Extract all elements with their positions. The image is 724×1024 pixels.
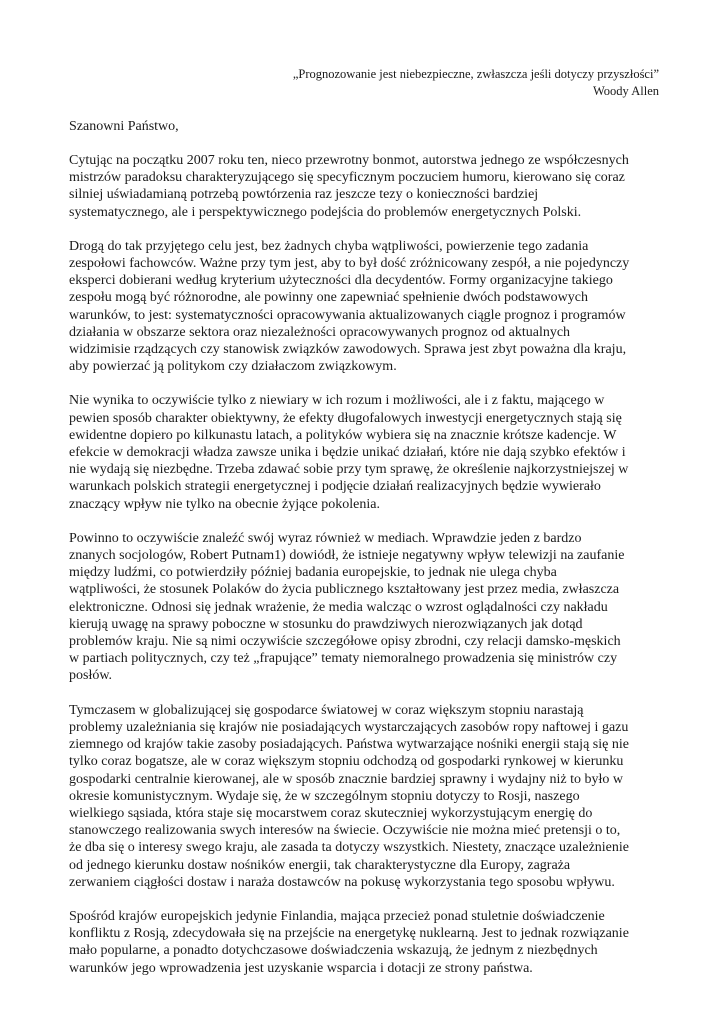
paragraph-line: Drogą do tak przyjętego celu jest, bez żadnych chyba wątpliwości, powierzenie tego zadania xyxy=(69,238,589,254)
paragraph-line: zerwaniem ciągłości dostaw i naraża dostawców na pokusę wykorzystania tego sposobu wpływu. xyxy=(69,874,615,890)
paragraph-line: posłów. xyxy=(69,668,113,684)
paragraph-line: Tymczasem w globalizującej się gospodarce światowej w coraz większym stopniu narastają xyxy=(69,702,584,718)
paragraph-line: warunków, to jest: systematyczności opracowywania aktualizowanych ciągle prognoz i programów xyxy=(69,307,626,323)
paragraph-line: problemów kraju. Nie są nimi oczywiście szczegółowe opisy zbrodni, czy relacji damsko-męskich xyxy=(69,634,621,650)
paragraph-line: ewidentne dopiero po kilkunastu latach, a polityków wybiera się na znacznie krótsze kadencje. W xyxy=(69,427,617,443)
paragraph xyxy=(69,392,659,512)
paragraph-line: wielkiego sąsiada, która staje się mocarstwem coraz skuteczniej wykorzystującym energię do xyxy=(69,805,593,821)
paragraph-line: zespołu mogą być różnorodne, ale powinny one zapewniać spełnienie dwóch podstawowych xyxy=(69,290,589,306)
paragraph-line: wątpliwości, że stosunek Polaków do życia publicznego kształtowany jest przez media, zwłaszcza xyxy=(69,582,620,598)
paragraph-line: Cytując na początku 2007 roku ten, nieco przewrotny bonmot, autorstwa jednego ze współczesnych xyxy=(69,153,629,168)
paragraph-line: widzimisie rządzących czy stanowisk związków zawodowych. Sprawa jest zbyt poważna dla kraju, xyxy=(69,342,627,358)
paragraph xyxy=(69,530,659,685)
paragraph-line: aby powierzać ją politykom czy działaczom związkowym. xyxy=(69,359,397,375)
epigraph-quote: „Prognozowanie jest niebezpieczne, zwłaszcza jeśli dotyczy przyszłości” xyxy=(292,67,659,81)
letter-body xyxy=(69,152,659,977)
paragraph-line: mistrzów paradoksu charakteryzującego się specyficznym poczuciem humoru, kierowano się coraz xyxy=(69,170,625,186)
paragraph-line: że dba się o interesy swego kraju, ale zasada ta dotyczy wszystkich. Niestety, znaczące uzależnienie xyxy=(69,840,629,856)
paragraph xyxy=(69,702,659,891)
paragraph-line: elektroniczne. Odnosi się jednak wrażenie, że media walcząc o wzrost oglądalności czy nakładu xyxy=(69,599,608,615)
paragraph-line: gospodarki centralnie kierowanej, ale w sposób znacznie bardziej sprawny i wydajny niż to było w xyxy=(69,771,623,787)
paragraph xyxy=(69,238,659,376)
salutation: Szanowni Państwo, xyxy=(69,119,179,134)
epigraph-author: Woody Allen xyxy=(592,84,659,98)
paragraph-line: kierują uwagę na sprawy poboczne w stosunku do prawdziwych nierozwiązanych jak dotąd xyxy=(69,616,583,632)
paragraph-line: działania w obszarze sektora oraz niezależności opracowywanych prognoz od aktualnych xyxy=(69,324,571,340)
epigraph xyxy=(69,66,659,100)
paragraph-line: Nie wynika to oczywiście tylko z niewiary w ich rozum i możliwości, ale i z faktu, mającego w xyxy=(69,393,605,409)
paragraph-line: w partiach politycznych, czy też „frapujące” tematy niemoralnego prowadzenia się ministrów czy xyxy=(69,651,618,667)
paragraph-line: systematycznego, ale i perspektywicznego podejścia do problemów energetycznych Polski. xyxy=(69,204,582,220)
paragraph-line: tylko coraz bogatsze, ale w coraz większym stopniu odchodzą od gospodarki rynkowej w kierunku xyxy=(69,754,624,770)
paragraph-line: konfliktu z Rosją, zdecydowała się na przejście na energetykę nuklearną. Jest to jednak rozwiązanie xyxy=(69,926,629,942)
paragraph-line: eksperci dobierani według kryterium użyteczności dla decydentów. Formy organizacyjne takiego xyxy=(69,273,613,289)
paragraph-line: ziemnego od krajów takie zasoby posiadających. Państwa wytwarzające nośniki energii stają się nie xyxy=(69,737,629,753)
paragraph xyxy=(69,908,659,977)
paragraph-line: mało popularne, a ponadto dotychczasowe doświadczenia wskazują, że jednym z niezbędnych xyxy=(69,943,598,959)
paragraph-line: okresie komunistycznym. Wydaje się, że w szczególnym stopniu dotyczy to Rosji, naszego xyxy=(69,788,580,804)
paragraph-line: pewien sposób charakter obiektywny, że efekty długofalowych inwestycji energetycznych stają się xyxy=(69,410,622,426)
paragraph-line: zespołowi fachowców. Ważne przy tym jest, aby to był dość zróżnicowany zespół, a nie pojedynczy xyxy=(69,256,630,272)
paragraph-line: silniej uświadamianą potrzebą powtórzenia raz jeszcze tezy o konieczności bardziej xyxy=(69,187,539,203)
paragraph-line: efekcie w demokracji władza zawsze unika i będzie unikać działań, które nie dają szybko efektów i xyxy=(69,445,626,461)
paragraph-line: Powinno to oczywiście znaleźć swój wyraz również w mediach. Wprawdzie jeden z bardzo xyxy=(69,530,582,546)
paragraph xyxy=(69,152,659,221)
document-page xyxy=(69,66,659,994)
paragraph-line: Spośród krajów europejskich jedynie Finlandia, mająca przecież ponad stuletnie doświadczenie xyxy=(69,908,605,924)
paragraph-line: warunkach polskich strategii energetycznej i podjęcie działań realizacyjnych będzie wywierało xyxy=(69,479,601,495)
paragraph-line: od jednego kierunku dostaw nośników energii, tak charakterystyczne dla Europy, zagraża xyxy=(69,857,571,873)
paragraph-line: znanych socjologów, Robert Putnam1) dowiódł, że istnieje negatywny wpływ telewizji na zaufanie xyxy=(69,548,625,564)
paragraph-line: między ludźmi, co potwierdziły później badania europejskie, to jednak nie ulega chyba xyxy=(69,565,557,581)
paragraph-line: znaczący wpływ nie tylko na obecnie żyjące pokolenia. xyxy=(69,496,380,512)
paragraph-line: stanowczego realizowania swych interesów na świecie. Oczywiście nie można mieć pretensji o to, xyxy=(69,823,621,839)
paragraph-line: warunków jego wprowadzenia jest uzyskanie wsparcia i dotacji ze strony państwa. xyxy=(69,960,533,976)
paragraph-line: problemy uzależniania się krajów nie posiadających wystarczających zasobów ropy naftowej i gazu xyxy=(69,719,629,735)
paragraph-line: nie wydają się niezbędne. Trzeba zdawać sobie przy tym sprawę, że określenie najkorzystniejszej w xyxy=(69,462,629,478)
